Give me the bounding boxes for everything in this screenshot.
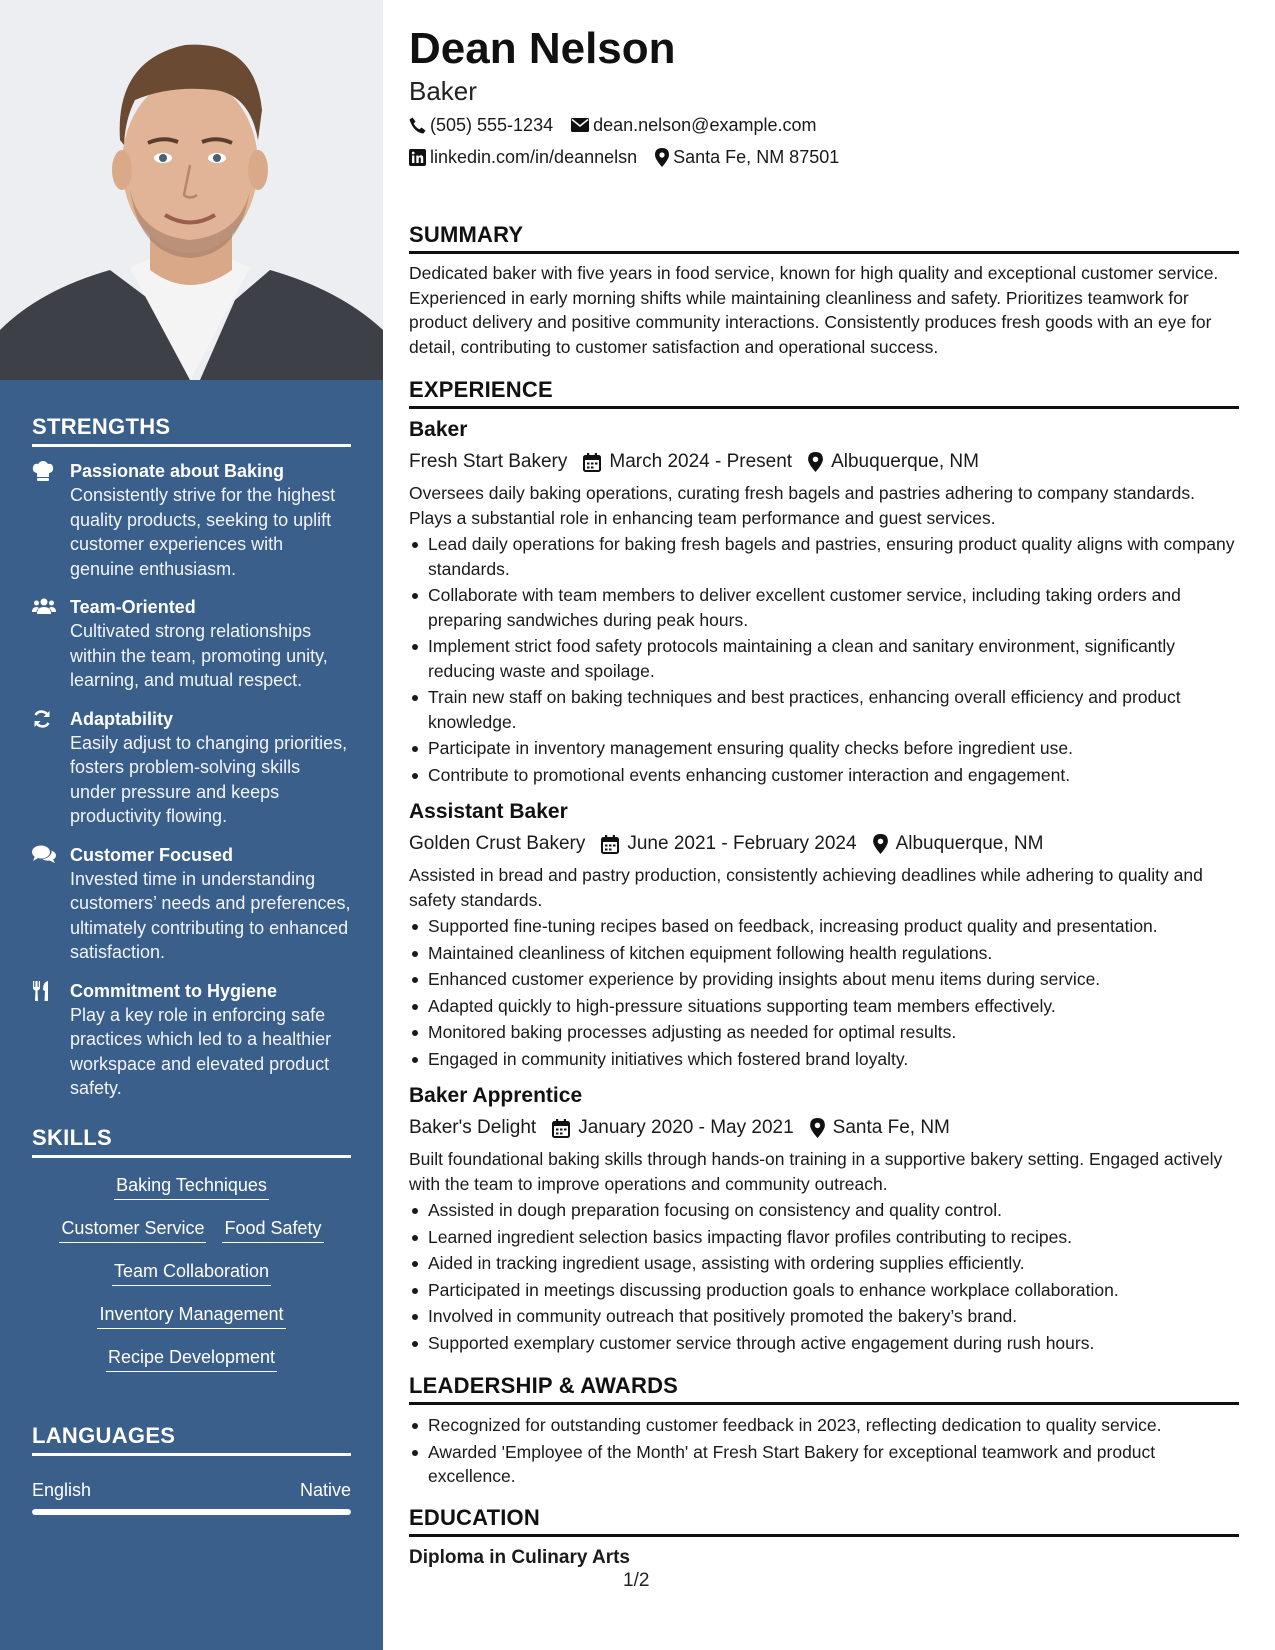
language-row	[32, 1480, 351, 1501]
job-bullet: Engaged in community initiatives which fostered brand loyalty.	[409, 1047, 1239, 1072]
language-level: Native	[299, 1479, 351, 1500]
skills-section	[32, 1125, 351, 1381]
company-name: Baker's Delight	[409, 1117, 537, 1138]
languages-heading: LANGUAGES	[32, 1423, 351, 1456]
job-bullets	[409, 914, 1239, 1071]
job-title: Assistant Baker	[409, 800, 568, 823]
strength-desc: Easily adjust to changing priorities, fosters problem-solving skills under pressure and keeps productivity flowing.	[70, 732, 348, 826]
job-dates-text: June 2021 - February 2024	[627, 833, 857, 854]
job-location-text: Albuquerque, NM	[831, 451, 979, 472]
job-bullet: Contribute to promotional events enhancing customer interaction and engagement.	[409, 763, 1239, 788]
job-meta	[409, 447, 1239, 477]
strength-desc: Consistently strive for the highest quality products, seeking to uplift customer experiences with genuine enthusiasm.	[70, 485, 336, 579]
education-heading: EDUCATION	[409, 1505, 1239, 1537]
job-bullet: Learned ingredient selection basics impacting flavor profiles contributing to recipes.	[409, 1225, 1239, 1250]
job-bullets	[409, 1198, 1239, 1355]
phone-icon	[409, 117, 426, 134]
degree-title: Diploma in Culinary Arts	[409, 1546, 630, 1568]
location-contact	[655, 147, 839, 168]
education-section	[409, 1505, 1239, 1569]
language-proficiency-bar	[32, 1509, 351, 1515]
contact-line	[409, 112, 1239, 138]
strength-desc: Cultivated strong relationships within the team, promoting unity, learning, and mutual respect.	[70, 621, 328, 690]
linkedin-text: linkedin.com/in/deannelsn	[430, 146, 638, 167]
skill-tag: Recipe Development	[106, 1345, 277, 1372]
languages-section	[32, 1423, 351, 1515]
map-pin-icon	[655, 148, 669, 167]
comments-icon	[32, 843, 70, 965]
job-location	[808, 447, 979, 477]
map-pin-icon	[873, 834, 888, 854]
job-entry	[409, 415, 1239, 787]
summary-heading: SUMMARY	[409, 222, 1239, 254]
strengths-section	[32, 414, 351, 1101]
job-bullet: Lead daily operations for baking fresh bagels and pastries, ensuring product quality aligns with company standards.	[409, 532, 1239, 581]
job-dates	[552, 1113, 793, 1143]
job-title: Baker	[409, 418, 468, 441]
strength-title: Commitment to Hygiene	[70, 980, 278, 1001]
strength-item	[32, 979, 351, 1101]
leadership-section	[409, 1373, 1239, 1489]
experience-heading: EXPERIENCE	[409, 377, 1239, 409]
strength-item	[32, 595, 351, 693]
calendar-icon	[552, 1119, 570, 1138]
job-bullet: Train new staff on baking techniques and best practices, enhancing overall efficiency and product knowledge.	[409, 685, 1239, 734]
email-contact[interactable]	[571, 115, 816, 136]
job-bullet: Assisted in dough preparation focusing on consistency and quality control.	[409, 1198, 1239, 1223]
users-icon	[32, 595, 70, 693]
job-meta	[409, 829, 1239, 859]
calendar-icon	[583, 453, 601, 472]
job-bullet: Monitored baking processes adjusting as needed for optimal results.	[409, 1020, 1239, 1045]
leadership-list	[409, 1413, 1239, 1489]
company-name: Fresh Start Bakery	[409, 451, 568, 472]
skill-tag: Customer Service	[59, 1216, 206, 1243]
leadership-bullet: Awarded 'Employee of the Month' at Fresh Start Bakery for exceptional teamwork and product excellence.	[409, 1440, 1239, 1489]
skill-tag: Team Collaboration	[112, 1259, 271, 1286]
job-bullet: Supported fine-tuning recipes based on feedback, increasing product quality and presentation.	[409, 914, 1239, 939]
phone-contact[interactable]	[409, 115, 553, 136]
leadership-bullet: Recognized for outstanding customer feedback in 2023, reflecting dedication to quality service.	[409, 1413, 1239, 1438]
strengths-heading: STRENGTHS	[32, 414, 351, 447]
email-text: dean.nelson@example.com	[593, 114, 817, 135]
skills-heading: SKILLS	[32, 1125, 351, 1158]
strength-title: Passionate about Baking	[70, 461, 285, 481]
job-bullet: Aided in tracking ingredient usage, assisting with ordering supplies efficiently.	[409, 1251, 1239, 1276]
map-pin-icon	[808, 452, 823, 472]
job-description: Built foundational baking skills through hands-on training in a supportive bakery setting. Engaged actively with the team to improve operations and community outreach.	[409, 1149, 1223, 1194]
job-entry	[409, 1081, 1239, 1355]
language-name: English	[32, 1479, 92, 1500]
summary-text: Dedicated baker with five years in food service, known for high quality and exceptional customer service. Experienced in early morning shifts while maintaining cleanliness and safety. Prioritizes teamwork for product delivery and positive community interactions. Consistently produces fresh goods with an eye for detail, contributing to customer satisfaction and operational success.	[409, 263, 1219, 357]
chef-hat-icon	[32, 459, 70, 581]
job-location-text: Santa Fe, NM	[832, 1117, 950, 1138]
job-meta	[409, 1113, 1239, 1143]
candidate-name: Dean Nelson	[409, 24, 676, 73]
job-location	[873, 829, 1044, 859]
sync-icon	[32, 707, 70, 829]
contact-line	[409, 144, 1239, 170]
summary-section	[409, 222, 1239, 359]
job-location	[810, 1113, 950, 1143]
skill-tag: Food Safety	[222, 1216, 323, 1243]
job-bullet: Supported exemplary customer service through active engagement during rush hours.	[409, 1331, 1239, 1356]
job-list	[409, 415, 1239, 1355]
job-description: Oversees daily baking operations, curating fresh bagels and pastries adhering to company standards. Plays a substantial role in enhancing team performance and guest services.	[409, 483, 1196, 528]
job-entry	[409, 797, 1239, 1071]
linkedin-icon	[409, 149, 426, 166]
leadership-heading: LEADERSHIP & AWARDS	[409, 1373, 1239, 1405]
job-dates-text: March 2024 - Present	[609, 451, 793, 472]
job-dates-text: January 2020 - May 2021	[578, 1117, 794, 1138]
phone-text: (505) 555-1234	[430, 114, 554, 135]
job-bullet: Collaborate with team members to deliver excellent customer service, including taking orders and preparing sandwiches during peak hours.	[409, 583, 1239, 632]
utensils-icon	[32, 979, 70, 1101]
candidate-role: Baker	[409, 76, 477, 106]
job-dates	[583, 447, 792, 477]
strength-item	[32, 459, 351, 581]
job-bullet: Participated in meetings discussing production goals to enhance workplace collaboration.	[409, 1278, 1239, 1303]
page-number: 1/2	[623, 1570, 650, 1591]
linkedin-contact[interactable]	[409, 147, 637, 168]
location-text: Santa Fe, NM 87501	[673, 146, 840, 167]
job-bullets	[409, 532, 1239, 787]
sidebar	[0, 0, 383, 1650]
strength-desc: Play a key role in enforcing safe practices which led to a healthier workspace and elevated product safety.	[70, 1004, 332, 1098]
main-content	[409, 0, 1239, 1569]
company-name: Golden Crust Bakery	[409, 833, 586, 854]
job-bullet: Adapted quickly to high-pressure situations supporting team members effectively.	[409, 994, 1239, 1019]
skill-tag: Baking Techniques	[114, 1173, 269, 1200]
skills-list	[32, 1158, 351, 1381]
strength-title: Customer Focused	[70, 844, 234, 865]
calendar-icon	[601, 835, 619, 854]
strength-title: Adaptability	[70, 708, 174, 729]
map-pin-icon	[810, 1118, 825, 1138]
job-bullet: Maintained cleanliness of kitchen equipment following health regulations.	[409, 941, 1239, 966]
experience-section	[409, 377, 1239, 1355]
job-title: Baker Apprentice	[409, 1084, 583, 1107]
profile-photo	[0, 0, 383, 380]
strength-title: Team-Oriented	[70, 597, 196, 617]
strength-item	[32, 707, 351, 829]
job-bullet: Involved in community outreach that positively promoted the bakery’s brand.	[409, 1304, 1239, 1329]
job-dates	[601, 829, 856, 859]
job-location-text: Albuquerque, NM	[895, 833, 1044, 854]
language-proficiency-fill	[32, 1509, 351, 1515]
job-bullet: Implement strict food safety protocols maintaining a clean and sanitary environment, significantly reducing waste and spoilage.	[409, 634, 1239, 683]
job-bullet: Enhanced customer experience by providing insights about menu items during service.	[409, 967, 1239, 992]
job-description: Assisted in bread and pastry production, consistently achieving deadlines while adhering to quality and safety standards.	[409, 865, 1203, 910]
strength-desc: Invested time in understanding customers’ needs and preferences, ultimately contributing to enhanced satisfaction.	[70, 868, 351, 962]
job-bullet: Participate in inventory management ensuring quality checks before ingredient use.	[409, 736, 1239, 761]
skill-tag: Inventory Management	[97, 1302, 285, 1329]
strength-item	[32, 843, 351, 965]
envelope-icon	[571, 118, 589, 132]
